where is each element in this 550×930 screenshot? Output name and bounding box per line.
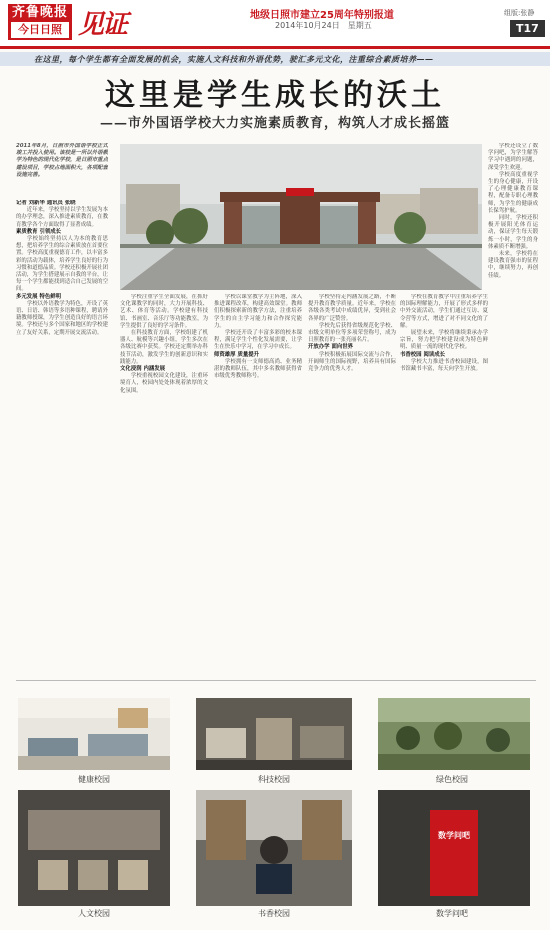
section-heading: 多元发展 特色鲜明	[16, 293, 62, 300]
paragraph: 学校注重学生全面发展，在抓好文化课教学的同时，大力开展科技、艺术、体育等活动。学校建有科技馆、书画室、音乐厅等功能教室，为学生提供了良好的学习条件。	[120, 294, 208, 329]
school-gate-photo	[120, 144, 482, 290]
paragraph: 学校先后获得省级规范化学校、市级文明单位等多项荣誉称号，成为日照教育的一张亮丽名片。	[308, 322, 396, 344]
paragraph: 学校始终坚持以人为本的教育思想，把培养学生的综合素质放在首要位置。学校高度重视德育工作，以丰富多彩的活动为载体，培养学生良好的行为习惯和道德品质。学校还积极开展社团活动，为学生搭建展示自我的平台，让每一个学生都能找到适合自己发展的空间。	[16, 236, 108, 293]
section-heading: 师资雄厚 质量提升	[214, 351, 260, 358]
article-column-2	[120, 294, 208, 673]
article-column-5	[400, 294, 488, 673]
gallery-caption: 数学问吧	[436, 909, 468, 918]
paragraph: 未来，学校将在建设教育强市的征程中，继续努力，再创佳绩。	[488, 251, 538, 279]
gallery-photo-science	[196, 698, 352, 770]
paragraph: 学校以课堂教学为主阵地，深入推进课程改革，构建高效课堂。教师们积极探索新的教学方法，注重培养学生的自主学习能力和合作探究能力。	[214, 294, 302, 329]
paragraph: 学校在教育教学中注重培养学生的国际理解能力，开展了形式多样的中外交流活动，学生们通过互访、夏令营等方式，增进了对不同文化的了解。	[400, 294, 488, 329]
gallery-caption: 科技校园	[258, 775, 290, 784]
paragraph: 学校以外语教学为特色，开设了英语、日语、韩语等多语种课程，聘请外籍教师授课，为学生创造良好的语言环境。学校还与多个国家和地区的学校建立了友好关系，定期开展交流活动。	[16, 300, 108, 336]
lead-line: 在这里，每个学生都有全面发展的机会，实施人文科技和外语优势，驶汇多元文化，注重综合素质培养——	[34, 54, 434, 64]
section-heading: 开放办学 面向世界	[308, 344, 354, 351]
gallery-divider	[16, 680, 536, 681]
column-name: 见证	[78, 10, 127, 40]
byline: 记者 刘新华 通讯员 张晓	[16, 200, 76, 206]
header-rule	[0, 46, 550, 49]
headline: 这里是学生成长的沃土	[105, 78, 445, 113]
editor-credit: 组版:张静	[504, 9, 535, 17]
paragraph: 近年来，学校坚持以学生发展为本的办学理念，深入推进素质教育，在教育教学各个方面取得了显著成绩。	[16, 207, 108, 228]
paragraph: 学校积极拓展国际交流与合作，开阔师生的国际视野，培养具有国际竞争力的优秀人才。	[308, 351, 396, 373]
gallery-photo-math	[378, 790, 530, 906]
article-column-1	[16, 200, 108, 673]
section-heading: 素质教育 引领成长	[16, 228, 62, 235]
paragraph: 展望未来，学校将继续秉承办学宗旨，努力把学校建设成为特色鲜明、质量一流的现代化学校。	[400, 330, 488, 351]
paragraph: 学校重视校园文化建设，注重环境育人，校园内处处体现着浓厚的文化氛围。	[120, 373, 208, 394]
article-column-4	[308, 294, 396, 673]
issue-date: 2014年10月24日 星期五	[275, 21, 372, 30]
paragraph: 学校坚持走内涵发展之路，不断提升教育教学质量。近年来，学校在各级各类考试中成绩优异，受到社会各界的广泛赞誉。	[308, 294, 396, 322]
paragraph: 学校大力推进书香校园建设，图书馆藏书丰富，每天向学生开放。	[400, 358, 488, 373]
gallery-photo-green	[378, 698, 530, 770]
gallery-caption: 书香校园	[258, 909, 290, 918]
masthead	[0, 0, 550, 46]
page-number: T17	[510, 20, 545, 37]
gallery-caption: 健康校园	[78, 775, 110, 784]
newspaper-logo	[8, 4, 72, 40]
section-heading: 文化浸润 内涵发展	[120, 366, 166, 373]
article-column-3	[214, 294, 302, 673]
paragraph: 学校还设立了数学问吧，为学生解答学习中遇到的问题，深受学生欢迎。	[488, 143, 538, 171]
section-heading: 书香校园 阅读成长	[400, 351, 446, 358]
paragraph: 在科技教育方面，学校组建了机器人、航模等兴趣小组，学生多次在各级比赛中获奖。学校还定期举办科技节活动，激发学生的创新意识和实践能力。	[120, 330, 208, 365]
anniversary-banner: 地级日照市建立25周年特别报道	[250, 10, 394, 21]
gallery-photo-health	[18, 698, 170, 770]
gallery-caption: 绿色校园	[436, 775, 468, 784]
gallery-photo-culture	[18, 790, 170, 906]
math-sign-text: 数学问吧	[438, 831, 470, 840]
paragraph: 学校高度重视学生的身心健康，开设了心理健康教育课程，配备专职心理教师，为学生的健康成长保驾护航。	[488, 171, 538, 214]
brand-line2: 今日日照	[11, 22, 69, 38]
paragraph: 学校拥有一支师德高尚、业务精湛的教师队伍，其中多名教师获得省市级优秀教师称号。	[214, 358, 302, 380]
article-column-6	[488, 143, 538, 673]
subheadline: ——市外国语学校大力实施素质教育，构筑人才成长摇篮	[99, 116, 450, 131]
paragraph: 同时，学校还积极开展阳光体育运动，保证学生每天锻炼一小时，学生的身体素质不断增强。	[488, 215, 538, 250]
paragraph: 学校还开设了丰富多彩的校本课程，满足学生个性化发展需要，让学生在快乐中学习，在学习中成长。	[214, 330, 302, 351]
intro-paragraph: 2011年8月，日照市外国语学校正式竣工并投入使用。该校是一所以外语教学为特色的现代化学校，是日照市重点建设项目，学校占地面积大，各项配套设施完善。	[16, 143, 108, 178]
gallery-caption: 人文校园	[78, 909, 110, 918]
brand-line1: 齐鲁晚报	[11, 5, 68, 20]
gallery-photo-reading	[196, 790, 352, 906]
